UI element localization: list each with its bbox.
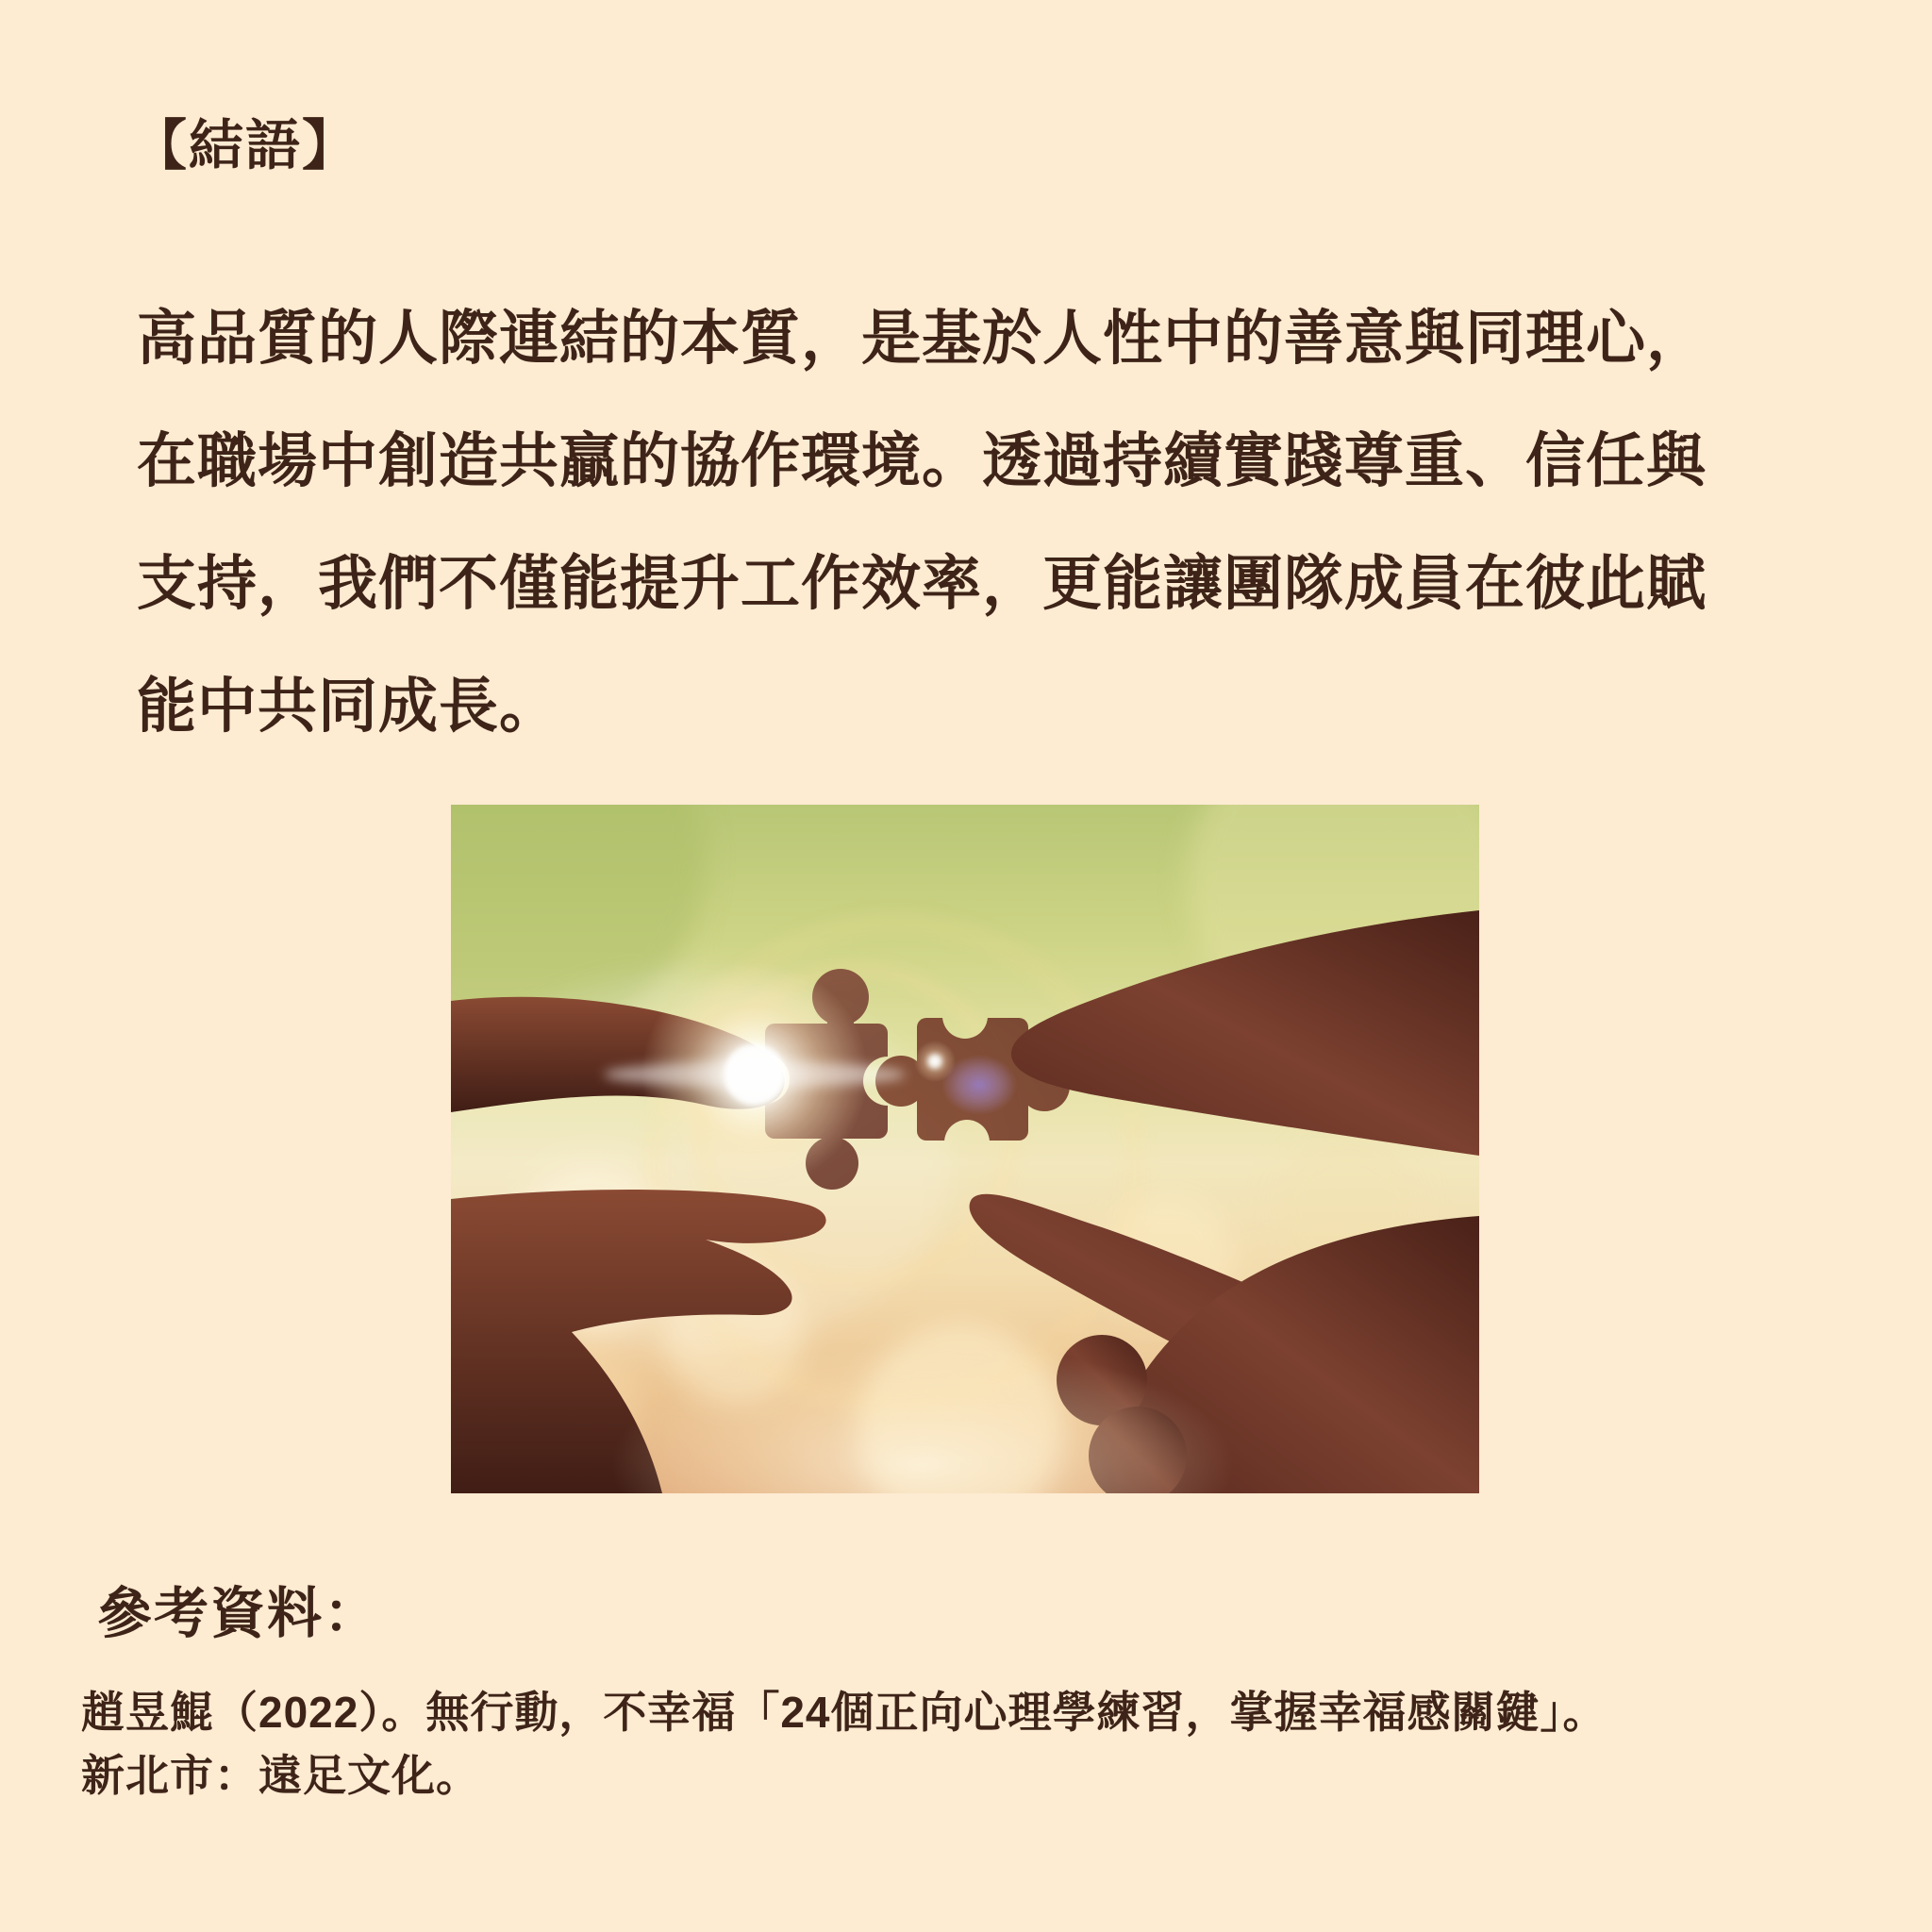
reference-entry-line-2: 新北市：遠足文化。 — [81, 1751, 480, 1800]
puzzle-photo-graphic — [451, 805, 1479, 1493]
references-heading: 參考資料： — [97, 1583, 381, 1644]
conclusion-heading: 【結語】 — [132, 115, 359, 176]
paragraph-line-2: 在職場中創造共贏的協作環境。透過持續實踐尊重、信任與 — [137, 428, 1707, 494]
conclusion-paragraph — [137, 277, 1707, 768]
paragraph-line-3: 支持，我們不僅能提升工作效率，更能讓團隊成員在彼此賦 — [137, 551, 1707, 617]
references-body — [81, 1681, 1607, 1807]
paragraph-line-4: 能中共同成長。 — [137, 674, 559, 740]
reference-entry-line-1: 趙昱鯤（2022）。無行動，不幸福「24個正向心理學練習，掌握幸福感關鍵」。 — [81, 1688, 1607, 1737]
puzzle-photo — [451, 805, 1479, 1493]
paragraph-line-1: 高品質的人際連結的本質，是基於人性中的善意與同理心， — [137, 306, 1707, 372]
